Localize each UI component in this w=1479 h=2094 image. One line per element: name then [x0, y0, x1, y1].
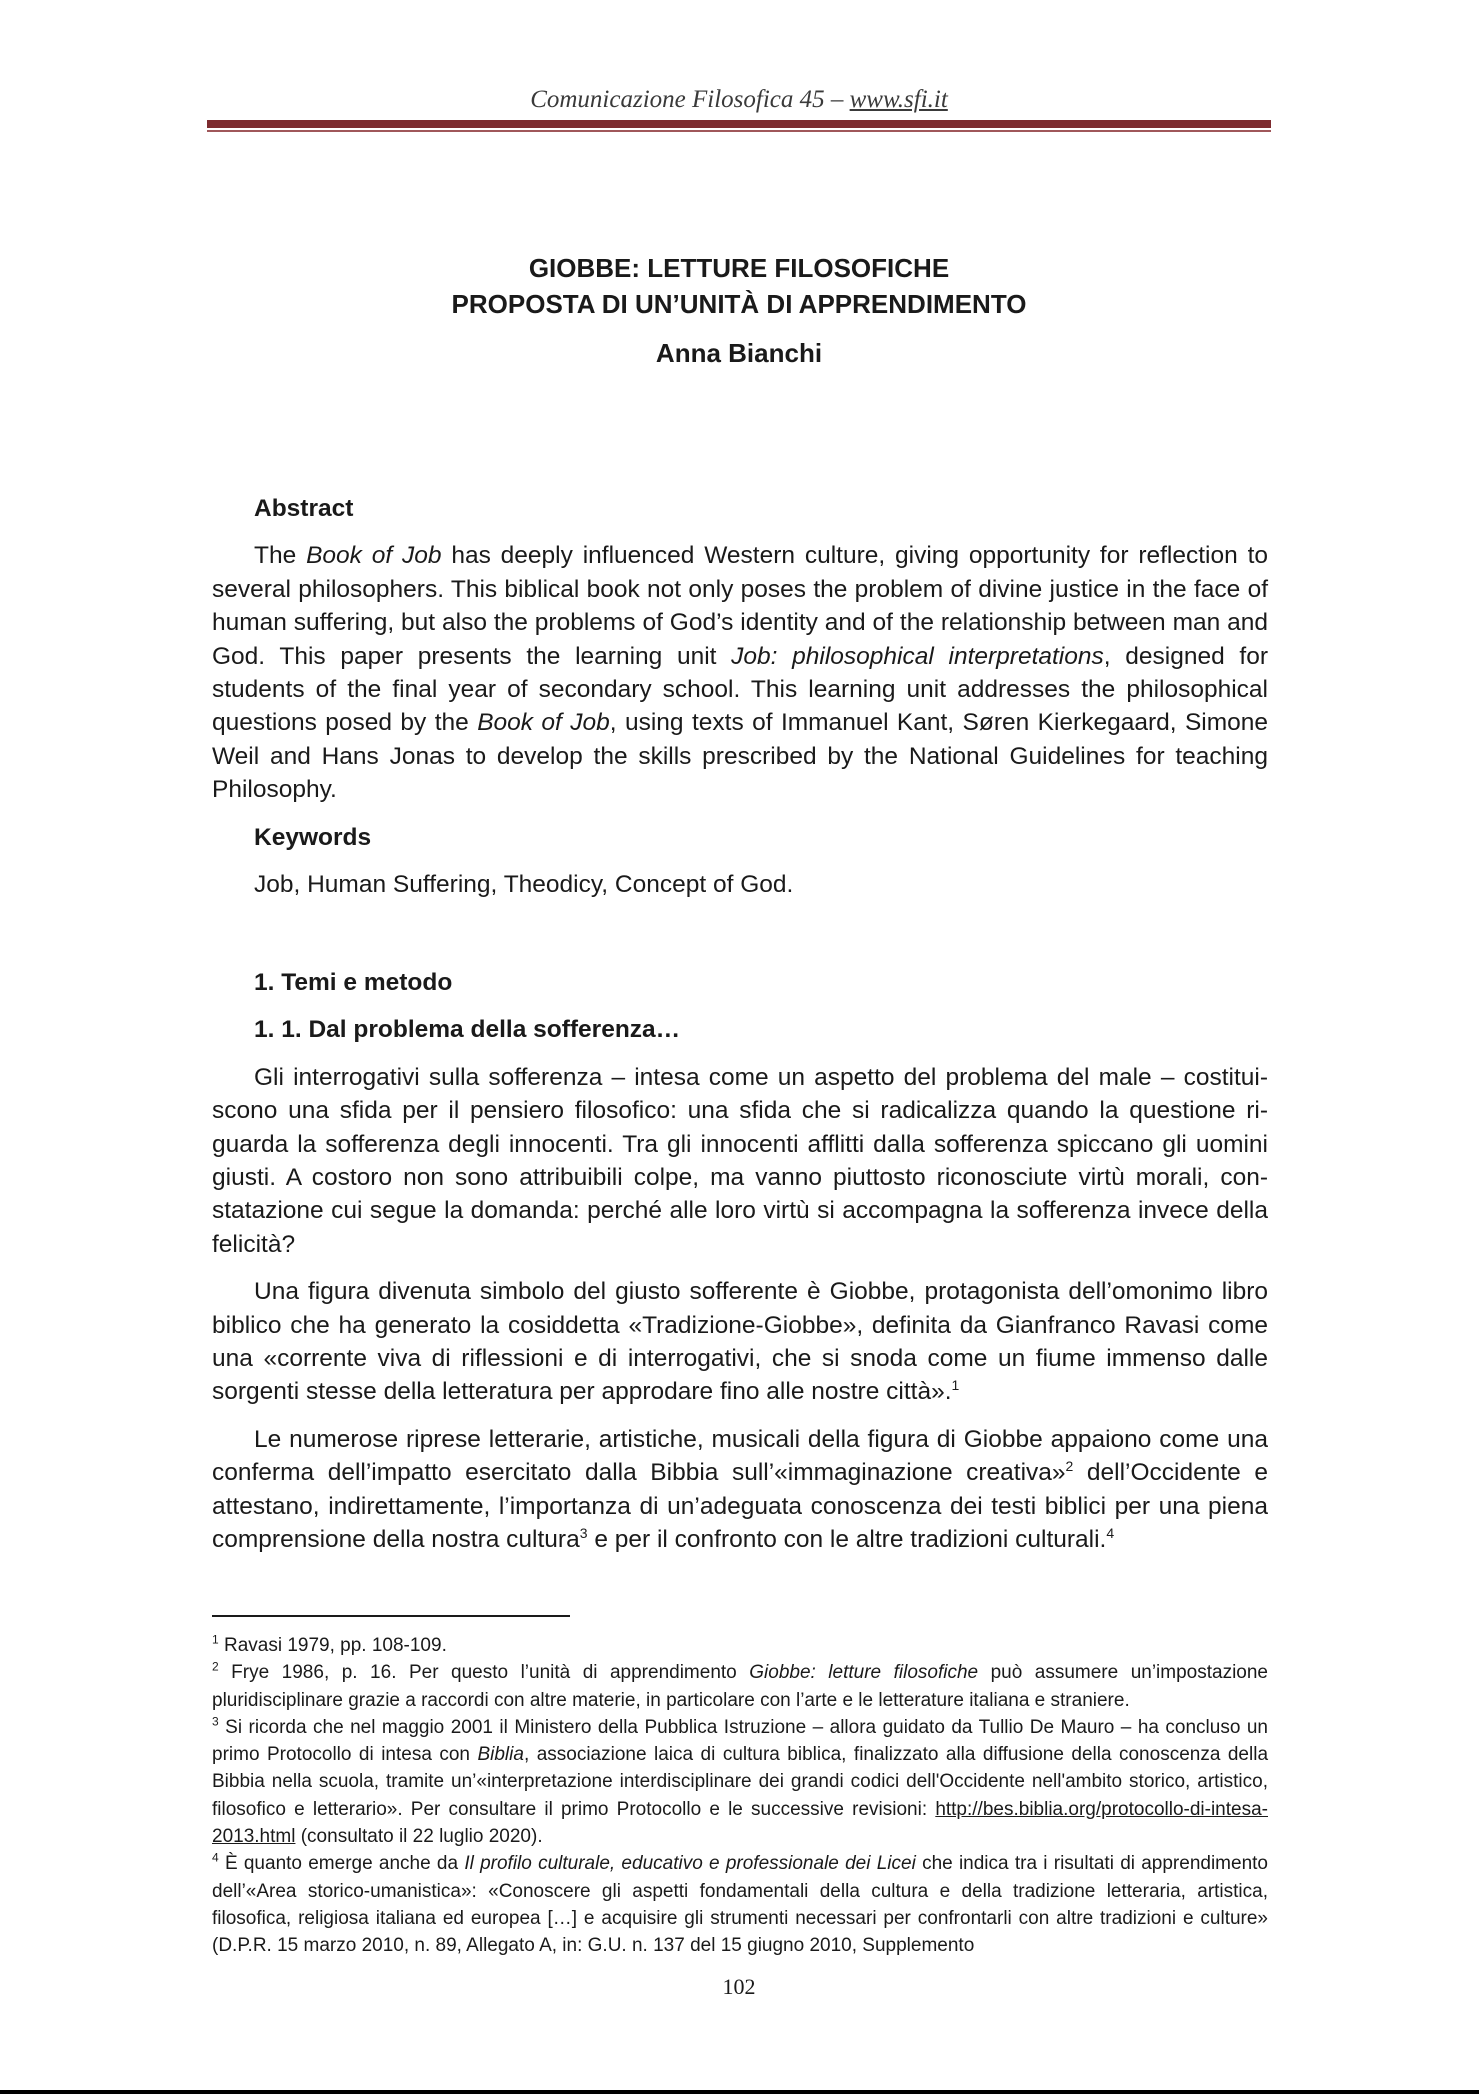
paragraph-2: Una figura divenuta simbolo del giusto sofferente è Giobbe, protagonista dell’omonimo libro biblico che ha generato la cosiddetta «Tradizione-Giobbe», definita da Gianfranco Ravasi come una «corrente viva di riflessioni e di interrogativi, che si snoda come un fiume immenso dalle sorgenti stesse della letteratura per approdare fino alle nostre città».$^1$	[212, 1278, 1268, 1406]
footnotes	[212, 1632, 1268, 1960]
keywords-text: Job, Human Suffering, Theodicy, Concept of God.	[254, 871, 794, 899]
section-heading: 1. Temi e metodo	[254, 969, 453, 996]
journal-name: Comunicazione Filosofica 45 –	[530, 86, 850, 113]
footnote-ref[interactable]: 2	[1065, 1458, 1074, 1475]
page-bottom-edge	[0, 2090, 1479, 2094]
footnote-ref[interactable]: 3	[579, 1524, 588, 1541]
title-line-1: GIOBBE: LETTURE FILOSOFICHE	[528, 253, 950, 283]
footnote-4: $^4$ È quanto emerge anche da Il profilo culturale, educativo e professionale dei Licei che indica tra i risultati di apprendimento dell’«Area storico-umanistica»: «Conoscere gli aspetti fondamentali della cultura e della tradizione letteraria, artistica, filosofica, religiosa italiana ed europea […] e acquisire gli strumenti necessari per confrontarli con altre tradizioni e culture» (D.P.R. 15 marzo 2010, n. 89, Allegato A, in: G.U. n. 137 del 15 giugno 2010, Supplemento	[212, 1851, 1268, 1957]
section-1	[212, 966, 1268, 1557]
journal-link[interactable]: www.sfi.it	[849, 86, 948, 113]
footnote-3: $^3$ Si ricorda che nel maggio 2001 il Ministero della Pubblica Istruzione – allora guidato da Tullio De Mauro – ha concluso un primo Protocollo di intesa con Biblia, associazione laica di cultura biblica, finalizzato alla diffusione della conoscenza della Bibbia nella scuola, tramite un’«interpretazione interdisciplinare dei grandi codici dell'Occidente nell'ambito storico, artistico, filosofico e letterario». Per consultare il primo Protocollo e le successive revisioni: http://bes.biblia.org/protocollo-di-intesa-2013.html (consultato il 22 luglio 2020).	[212, 1714, 1269, 1848]
abstract-text: The Book of Job has deeply influenced Western culture, giving opportunity for reflection to several philosophers. This biblical book not only poses the problem of divine justice in the face of human suffering, but also the problems of God’s identity and of the relationship between man and God. This paper presents the learning unit Job: philosophical interpretations, designed for students of the final year of secondary school. This learning unit addresses the philosophical questions posed by the Book of Job, using texts of Immanuel Kant, Søren Kierkegaard, Simone Weil and Hans Jonas to develop the skills prescribed by the National Guidelines for teaching Philosophy.	[212, 542, 1269, 804]
running-head	[207, 86, 1271, 114]
title-line-2: PROPOSTA DI UN’UNITÀ DI APPRENDIMENTO	[451, 289, 1027, 319]
header-rule-thin	[207, 130, 1271, 132]
abstract-section	[212, 492, 1268, 901]
author: Anna Bianchi	[655, 338, 823, 368]
header-rule-thick	[207, 120, 1271, 128]
paragraph-3: Le numerose riprese letterarie, artistiche, musicali della figura di Giobbe appaiono come una conferma dell’impatto esercitato dalla Bibbia sull’«immaginazione creativa»$^2$ dell’Occidente e attestano, indirettamente, l’importanza di un’adeguata conoscenza dei testi biblici per una piena comprensione della nostra cultura$^3$ e per il confronto con le altre tradizioni culturali.$^4$	[212, 1425, 1268, 1554]
subsection-heading: 1. 1. Dal problema della sofferenza…	[254, 1016, 681, 1044]
paragraph-1: Gli interrogativi sulla sofferenza – intesa come un aspetto del problema del male – costituiscono una sfida per il pensiero filosofico: una sfida che si radicalizza quando la questione riguarda la sofferenza degli innocenti. Tra gli innocenti afflitti dalla sofferenza spiccano gli uomini giusti. A costoro non sono attribuibili colpe, ma vanno piuttosto riconosciute virtù morali, constatazione cui segue la domanda: perché alle loro virtù si accompagna la sofferenza invece della felicità?	[212, 1063, 1268, 1258]
footnote-2: $^2$ Frye 1986, p. 16. Per questo l’unità di apprendimento Giobbe: letture filosofiche può assumere un’impostazione pluridisciplinare grazie a raccordi con altre materie, in particolare con l’arte e le letterature italiana e straniere.	[212, 1659, 1269, 1711]
title-block	[207, 250, 1271, 369]
footnote-ref[interactable]: 4	[1106, 1524, 1115, 1541]
keywords-heading: Keywords	[254, 823, 372, 851]
protocol-link[interactable]: http://bes.biblia.org/protocollo-di-intesa-2013.html	[212, 1798, 1268, 1848]
footnote-ref[interactable]: 1	[951, 1377, 960, 1394]
page-number: 102	[722, 1974, 756, 1999]
footnote-1: $^1$ Ravasi 1979, pp. 108-109.	[212, 1632, 447, 1656]
abstract-heading: Abstract	[254, 495, 354, 522]
footnote-separator	[212, 1615, 570, 1617]
